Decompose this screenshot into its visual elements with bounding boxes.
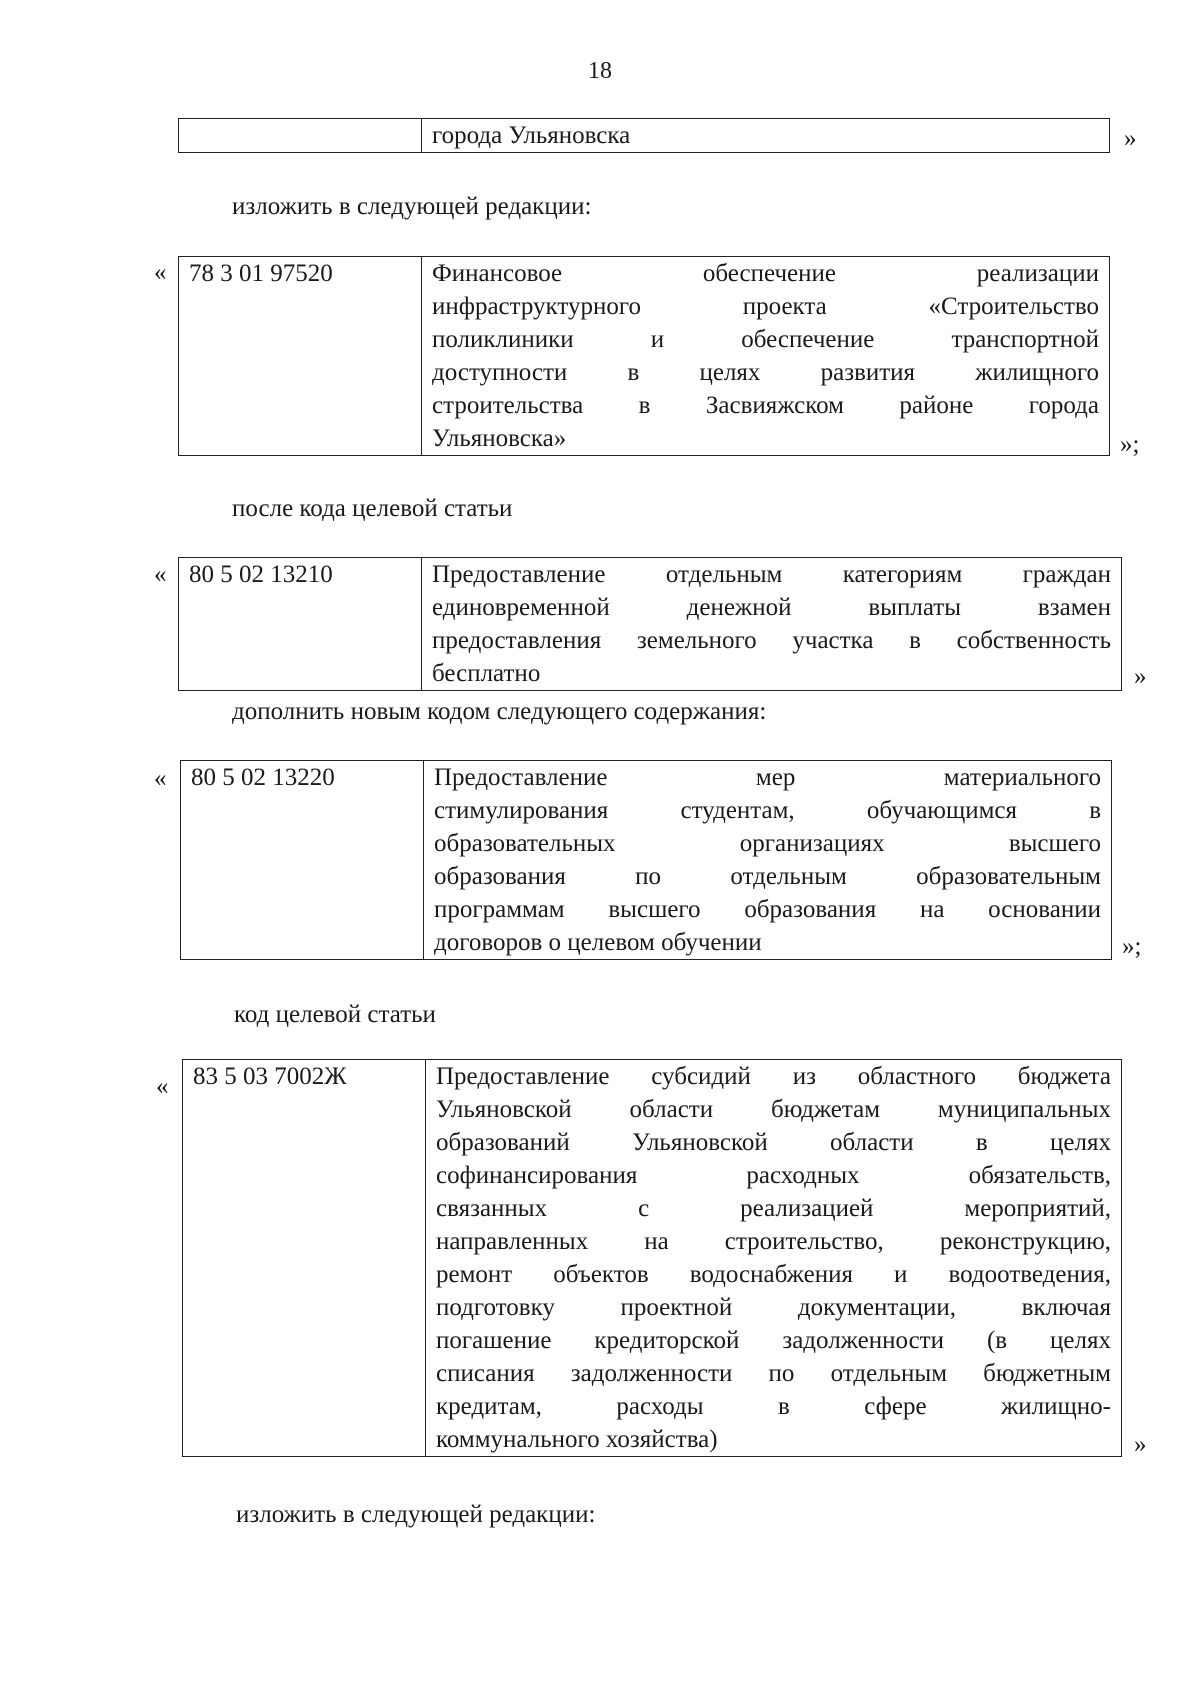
description-line: образования по отдельным образовательным	[434, 863, 1101, 890]
description-line: Предоставление отдельным категориям граждан	[432, 561, 1111, 588]
description-line: предоставления земельного участка в собственность	[432, 627, 1111, 654]
code-table	[178, 118, 1110, 153]
description-line: единовременной денежной выплаты взамен	[432, 594, 1111, 621]
description-line: Ульяновска»	[432, 425, 567, 452]
description-line: связанных с реализацией мероприятий,	[436, 1195, 1111, 1222]
code-table	[178, 557, 1122, 691]
description-line: стимулирования студентам, обучающимся в	[434, 797, 1101, 824]
description-cell	[424, 761, 1112, 960]
close-quote: »;	[1120, 431, 1140, 458]
description-line: поликлиники и обеспечение транспортной	[432, 326, 1099, 353]
page-number: 18	[588, 58, 612, 84]
code-table	[178, 256, 1110, 456]
instruction-text: после кода целевой статьи	[232, 495, 513, 522]
description-line: кредитам, расходы в сфере жилищно-	[436, 1393, 1111, 1420]
description-line: инфраструктурного проекта «Строительство	[432, 293, 1099, 320]
code-cell: 80 5 02 13220	[181, 761, 424, 960]
description-line: Финансовое обеспечение реализации	[432, 260, 1099, 287]
close-quote: »	[1134, 663, 1147, 690]
description-line: города Ульяновска	[432, 122, 631, 149]
close-quote: »;	[1122, 933, 1142, 960]
description-line: образовательных организациях высшего	[434, 830, 1101, 857]
description-line: строительства в Засвияжском районе города	[432, 392, 1099, 419]
description-cell	[422, 558, 1122, 691]
description-line: доступности в целях развития жилищного	[432, 359, 1099, 386]
open-quote: «	[156, 1073, 169, 1100]
description-line: Предоставление мер материального	[434, 764, 1101, 791]
description-line: направленных на строительство, реконструкцию,	[436, 1228, 1111, 1255]
description-line: программам высшего образования на основании	[434, 896, 1101, 923]
open-quote: «	[154, 765, 167, 792]
description-line: договоров о целевом обучении	[434, 929, 762, 956]
description-line: подготовку проектной документации, включая	[436, 1294, 1111, 1321]
description-line: софинансирования расходных обязательств,	[436, 1162, 1111, 1189]
code-cell: 78 3 01 97520	[179, 257, 422, 456]
close-quote: »	[1134, 1431, 1147, 1458]
description-cell	[422, 257, 1110, 456]
open-quote: «	[154, 259, 167, 286]
description-line: образований Ульяновской области в целях	[436, 1129, 1111, 1156]
code-table	[180, 760, 1112, 960]
description-line: Предоставление субсидий из областного бюджета	[436, 1063, 1111, 1090]
instruction-text: изложить в следующей редакции:	[232, 193, 592, 220]
description-line: списания задолженности по отдельным бюджетным	[436, 1360, 1111, 1387]
instruction-text: изложить в следующей редакции:	[236, 1501, 596, 1528]
description-line: Ульяновской области бюджетам муниципальных	[436, 1096, 1111, 1123]
code-cell	[179, 119, 422, 153]
description-line: бесплатно	[432, 660, 541, 687]
code-cell: 80 5 02 13210	[179, 558, 422, 691]
code-table	[182, 1059, 1122, 1457]
description-line: погашение кредиторской задолженности (в целях	[436, 1327, 1111, 1354]
description-line: коммунального хозяйства)	[436, 1426, 718, 1453]
instruction-text: дополнить новым кодом следующего содержания:	[232, 698, 767, 725]
code-cell: 83 5 03 7002Ж	[183, 1060, 426, 1457]
description-line: ремонт объектов водоснабжения и водоотведения,	[436, 1261, 1111, 1288]
instruction-text: код целевой статьи	[234, 1001, 436, 1028]
open-quote: «	[154, 561, 167, 588]
description-cell	[422, 119, 1110, 153]
description-cell	[426, 1060, 1122, 1457]
close-quote: »	[1124, 125, 1137, 152]
